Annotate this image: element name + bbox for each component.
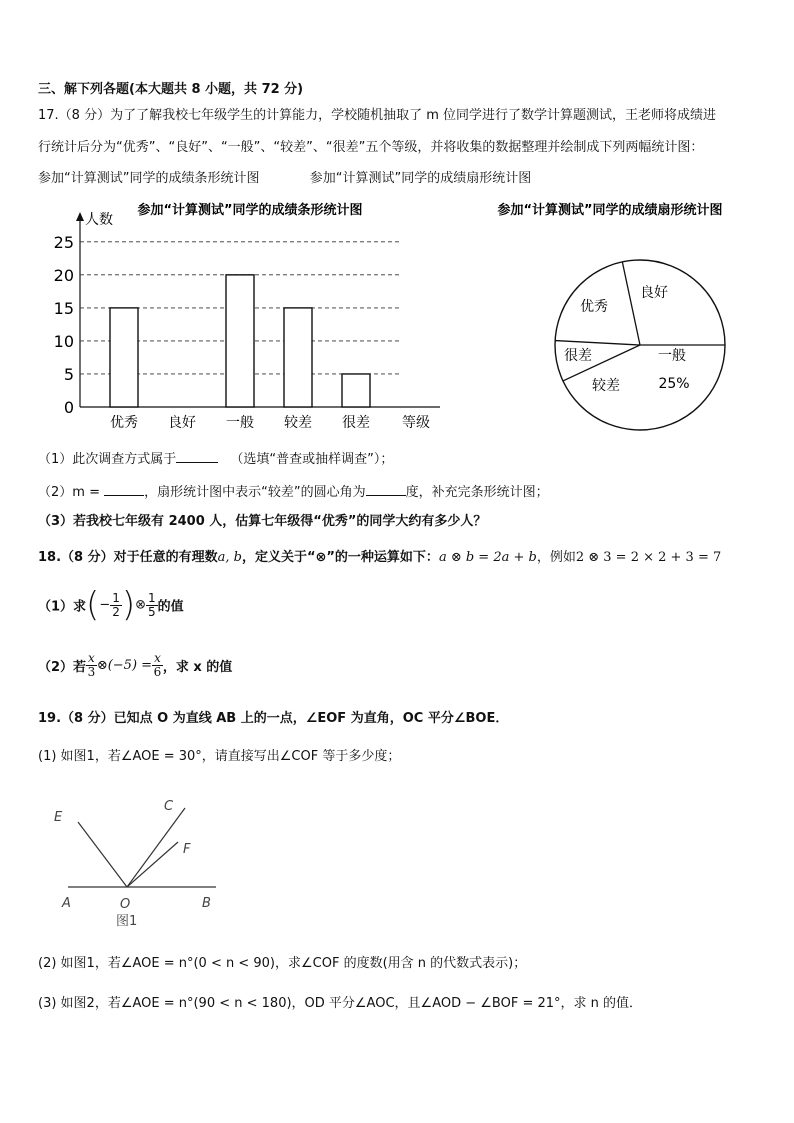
minus-sign: − bbox=[99, 597, 111, 613]
fraction-one-fifth bbox=[146, 592, 158, 619]
otimes-sign: ⊗ bbox=[135, 597, 147, 613]
numerator: x bbox=[154, 651, 161, 665]
q19-part-3: (3) 如图2，若∠AOE = n°(90 < n < 180)，OD 平分∠AOC，且∠AOD − ∠BOF = 21°，求 n 的值． bbox=[38, 996, 643, 1011]
pie-label: 很差 bbox=[564, 348, 592, 364]
numerator: 1 bbox=[148, 590, 156, 605]
label-B: B bbox=[202, 896, 211, 911]
bar-chart bbox=[40, 196, 460, 431]
q17-line-2: 行统计后分为“优秀”、“良好”、“一般”、“较差”、“很差”五个等级，并将收集的数据整理并绘制成下列两幅统计图： bbox=[38, 140, 704, 155]
pie-percent-label: 25% bbox=[658, 376, 690, 392]
x-tick-label: 很差 bbox=[342, 415, 370, 431]
fraction-x-sixth bbox=[152, 652, 163, 679]
q18-intro-text-a: 18.（8 分）对于任意的有理数 bbox=[38, 550, 218, 565]
q17-part-1 bbox=[38, 448, 393, 467]
right-paren: ) bbox=[121, 585, 136, 625]
bar-3 bbox=[226, 275, 254, 407]
q18-p2-tail: ，求 x 的值 bbox=[162, 660, 233, 675]
q17-part1-text-a: （1）此次调查方式属于 bbox=[38, 452, 177, 467]
answer-blank[interactable] bbox=[176, 462, 218, 463]
pie-label: 一般 bbox=[658, 348, 686, 364]
section-header: 三、解下列各题(本大题共 8 小题，共 72 分) bbox=[38, 82, 304, 97]
bar-1 bbox=[110, 308, 138, 407]
q18-p1-label: （1）求 bbox=[38, 599, 87, 615]
y-tick-label: 15 bbox=[53, 298, 74, 318]
numerator: 1 bbox=[112, 590, 120, 605]
bar-chart-caption-text: 参加“计算测试”同学的成绩条形统计图 bbox=[38, 171, 260, 186]
q17-chart-captions bbox=[38, 167, 531, 186]
q18-example: 2 ⊗ 3 = 2 × 2 + 3 = 7 bbox=[575, 550, 722, 565]
numerator: x bbox=[88, 651, 95, 665]
figure-caption: 图1 bbox=[116, 914, 138, 929]
q19-part-2: (2) 如图1，若∠AOE = n°(0 < n < 90)，求∠COF 的度数(用含 n 的代数式表示)； bbox=[38, 956, 527, 971]
bar-4 bbox=[284, 308, 312, 407]
label-C: C bbox=[164, 799, 174, 814]
fraction-neg-half bbox=[110, 592, 122, 619]
y-tick-label: 20 bbox=[53, 265, 74, 285]
q17-part2-text-a: （2）m = bbox=[38, 485, 100, 500]
pie-chart-caption-text: 参加“计算测试”同学的成绩扇形统计图 bbox=[309, 171, 532, 186]
y-axis-label: 人数 bbox=[85, 212, 113, 228]
x-tick-label: 优秀 bbox=[110, 415, 138, 431]
figure-1 bbox=[50, 790, 230, 930]
y-tick-label: 5 bbox=[63, 364, 74, 384]
q17-part-2 bbox=[38, 481, 549, 500]
label-A: A bbox=[62, 896, 71, 911]
denominator: 5 bbox=[148, 604, 156, 619]
y-tick-label: 10 bbox=[53, 331, 74, 351]
q18-intro bbox=[38, 546, 721, 565]
denominator: 2 bbox=[112, 604, 120, 619]
pie-chart bbox=[470, 196, 770, 431]
q18-part-1 bbox=[38, 585, 184, 625]
q18-vars: a, b bbox=[217, 550, 242, 565]
q17-part1-text-b: （选填“普查或抽样调查”）； bbox=[230, 452, 394, 467]
q17-line-1: 17.（8 分）为了了解我校七年级学生的计算能力，学校随机抽取了 m 位同学进行了数学计算题测试，王老师将成绩进 bbox=[38, 108, 717, 123]
x-tick-label: 一般 bbox=[226, 415, 254, 431]
q17-part-3: （3）若我校七年级有 2400 人，估算七年级得“优秀”的同学大约有多少人？ bbox=[38, 514, 487, 529]
q18-part-2 bbox=[38, 652, 232, 679]
y-tick-label: 25 bbox=[53, 232, 74, 252]
y-tick-label: 0 bbox=[63, 398, 74, 417]
denominator: 3 bbox=[87, 665, 96, 679]
bar-5 bbox=[342, 374, 370, 407]
q17-part2-text-b: ，扇形统计图中表示“较差”的圆心角为 bbox=[144, 485, 366, 500]
q18-intro-text-b: ，定义关于“⊗”的一种运算如下： bbox=[241, 550, 439, 565]
bar-chart-title: 参加“计算测试”同学的成绩条形统计图 bbox=[137, 203, 363, 218]
left-paren: ( bbox=[86, 585, 100, 625]
x-tick-label: 较差 bbox=[284, 415, 312, 431]
fraction-x-third bbox=[86, 652, 97, 679]
q18-p1-tail: 的值 bbox=[157, 599, 184, 615]
q18-p2-label: （2）若 bbox=[38, 660, 87, 675]
label-F: F bbox=[183, 842, 191, 857]
q18-p2-middle: ⊗(−5) = bbox=[96, 658, 153, 673]
label-O: O bbox=[120, 897, 131, 912]
q19-intro: 19.（8 分）已知点 O 为直线 AB 上的一点，∠EOF 为直角，OC 平分∠BOE． bbox=[38, 711, 509, 726]
q19-part-1: (1) 如图1，若∠AOE = 30°，请直接写出∠COF 等于多少度； bbox=[38, 749, 401, 764]
label-E: E bbox=[54, 810, 63, 825]
q18-definition: a ⊗ b = 2a + b bbox=[438, 550, 537, 565]
pie-label: 优秀 bbox=[580, 299, 608, 315]
q18-example-text: ，例如 bbox=[536, 550, 576, 565]
pie-label: 较差 bbox=[592, 378, 620, 394]
x-axis-label: 等级 bbox=[402, 415, 430, 431]
x-tick-label: 良好 bbox=[168, 415, 196, 431]
pie-chart-title: 参加“计算测试”同学的成绩扇形统计图 bbox=[497, 203, 723, 218]
pie-label: 良好 bbox=[640, 285, 668, 301]
answer-blank[interactable] bbox=[104, 495, 144, 496]
denominator: 6 bbox=[153, 665, 162, 679]
y-axis-arrow bbox=[76, 212, 84, 221]
q17-part2-text-c: 度，补充完条形统计图； bbox=[405, 485, 549, 500]
answer-blank[interactable] bbox=[366, 495, 406, 496]
